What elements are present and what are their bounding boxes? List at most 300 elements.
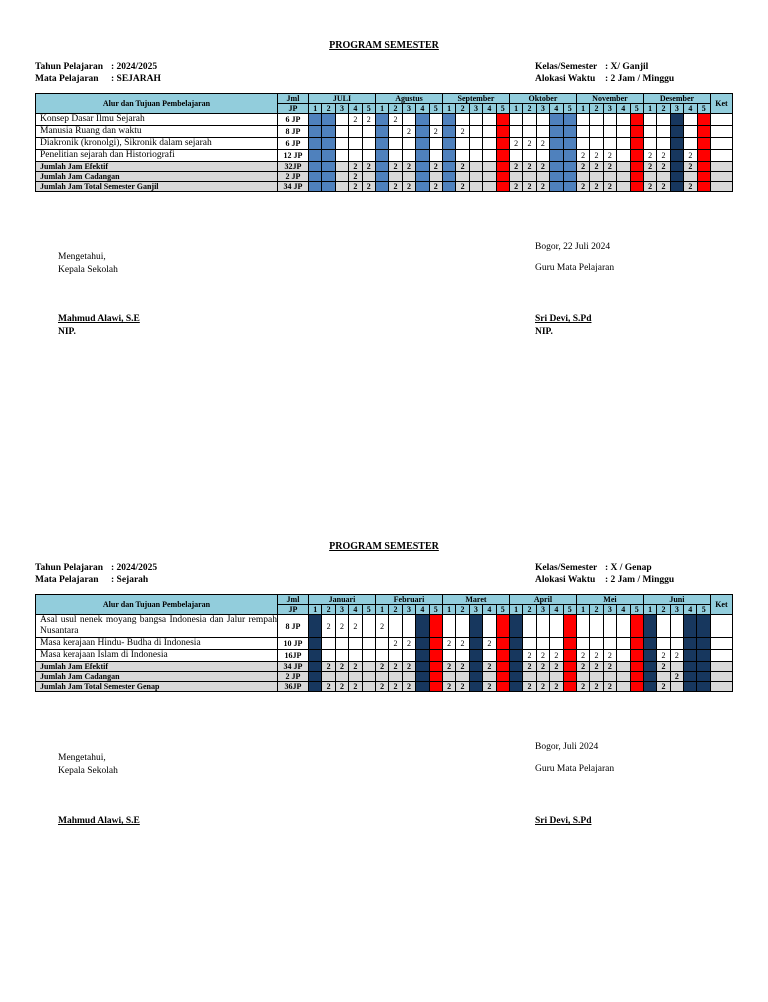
week-cell: 2 [456, 638, 469, 650]
meta-label: Mata Pelajaran [35, 575, 99, 585]
week-cell [309, 672, 322, 682]
week-cell: 2 [590, 162, 603, 172]
week-cell [617, 682, 630, 692]
week-cell: 2 [684, 150, 697, 162]
week-header: 4 [550, 104, 563, 114]
week-cell [576, 172, 589, 182]
week-header: 5 [496, 104, 509, 114]
week-header: 4 [550, 605, 563, 615]
week-cell [456, 138, 469, 150]
week-cell [603, 638, 616, 650]
week-cell [684, 615, 697, 638]
week-cell [483, 182, 496, 192]
week-cell [630, 672, 643, 682]
week-cell [576, 138, 589, 150]
week-cell: 2 [322, 615, 335, 638]
week-cell [563, 650, 576, 662]
week-cell [402, 615, 415, 638]
week-header: 5 [496, 605, 509, 615]
week-cell: 2 [442, 638, 455, 650]
week-cell [322, 638, 335, 650]
week-cell: 2 [657, 682, 670, 692]
week-cell [496, 182, 509, 192]
week-cell [469, 138, 482, 150]
month-header: Januari [309, 595, 376, 605]
week-cell [697, 150, 710, 162]
week-cell [429, 615, 442, 638]
week-cell [617, 172, 630, 182]
col-header-topic: Alur dan Tujuan Pembelajaran [36, 94, 278, 114]
week-header: 4 [349, 605, 362, 615]
week-header: 2 [456, 104, 469, 114]
week-cell [590, 615, 603, 638]
week-cell [362, 638, 375, 650]
jp-cell: 8 JP [278, 615, 309, 638]
week-header: 4 [617, 104, 630, 114]
week-cell [456, 650, 469, 662]
meta-label: Tahun Pelajaran [35, 563, 104, 573]
week-cell [697, 126, 710, 138]
week-cell [523, 638, 536, 650]
week-cell [536, 172, 549, 182]
week-cell: 2 [456, 126, 469, 138]
week-cell: 2 [402, 638, 415, 650]
month-header: September [442, 94, 509, 104]
week-cell: 2 [389, 682, 402, 692]
topic-cell: Jumlah Jam Cadangan [36, 672, 278, 682]
week-cell [563, 182, 576, 192]
summary-row [36, 182, 733, 192]
week-cell [335, 162, 348, 172]
week-cell [603, 126, 616, 138]
week-cell [483, 172, 496, 182]
week-cell [536, 638, 549, 650]
week-cell: 2 [362, 162, 375, 172]
week-cell [670, 182, 683, 192]
week-cell: 2 [536, 682, 549, 692]
week-cell [697, 682, 710, 692]
week-cell [496, 615, 509, 638]
week-header: 2 [523, 605, 536, 615]
week-cell [429, 138, 442, 150]
week-header: 3 [335, 104, 348, 114]
week-cell: 2 [670, 672, 683, 682]
week-cell [697, 650, 710, 662]
schedule-table [35, 93, 733, 192]
week-cell [483, 138, 496, 150]
week-cell [630, 650, 643, 662]
week-cell [309, 150, 322, 162]
week-cell [362, 615, 375, 638]
week-header: 2 [657, 605, 670, 615]
topic-cell: Konsep Dasar Ilmu Sejarah [36, 114, 278, 126]
week-cell [617, 672, 630, 682]
week-cell: 2 [456, 682, 469, 692]
week-cell [657, 638, 670, 650]
week-cell [509, 662, 522, 672]
week-cell [389, 672, 402, 682]
week-cell [375, 162, 388, 172]
week-cell [483, 150, 496, 162]
sign-line: Mengetahui, [58, 753, 106, 763]
week-cell [322, 672, 335, 682]
week-cell [617, 662, 630, 672]
week-cell [429, 638, 442, 650]
week-cell [576, 126, 589, 138]
week-cell [402, 672, 415, 682]
week-cell [362, 650, 375, 662]
col-header-topic: Alur dan Tujuan Pembelajaran [36, 595, 278, 615]
table-row [36, 114, 733, 126]
schedule-table [35, 594, 733, 692]
topic-cell: Jumlah Jam Efektif [36, 662, 278, 672]
week-cell [469, 615, 482, 638]
week-header: 2 [389, 605, 402, 615]
week-cell [442, 126, 455, 138]
week-header: 1 [509, 605, 522, 615]
week-cell [509, 172, 522, 182]
week-cell: 2 [509, 138, 522, 150]
week-cell [684, 126, 697, 138]
week-header: 2 [322, 605, 335, 615]
week-cell: 2 [576, 150, 589, 162]
table-row [36, 138, 733, 150]
week-cell [429, 682, 442, 692]
week-cell [309, 138, 322, 150]
week-cell [349, 672, 362, 682]
month-header: Mei [576, 595, 643, 605]
week-cell [309, 615, 322, 638]
week-cell [563, 114, 576, 126]
week-cell [670, 150, 683, 162]
week-cell [697, 638, 710, 650]
jp-cell: 8 JP [278, 126, 309, 138]
week-cell [697, 182, 710, 192]
week-cell [550, 126, 563, 138]
week-cell [684, 662, 697, 672]
week-cell [630, 162, 643, 172]
week-cell [309, 126, 322, 138]
week-header: 1 [643, 605, 656, 615]
week-header: 5 [362, 605, 375, 615]
week-cell: 2 [670, 650, 683, 662]
week-cell: 2 [362, 114, 375, 126]
week-cell [375, 638, 388, 650]
week-cell [657, 126, 670, 138]
week-cell [617, 150, 630, 162]
week-cell: 2 [536, 182, 549, 192]
week-cell [496, 662, 509, 672]
week-cell [416, 114, 429, 126]
week-cell [550, 182, 563, 192]
week-cell [456, 172, 469, 182]
week-cell [375, 114, 388, 126]
week-cell: 2 [322, 682, 335, 692]
week-cell [375, 150, 388, 162]
week-cell [617, 650, 630, 662]
week-cell: 2 [657, 182, 670, 192]
week-cell: 2 [483, 662, 496, 672]
week-cell [335, 672, 348, 682]
week-cell: 2 [576, 182, 589, 192]
week-cell: 2 [590, 662, 603, 672]
week-header: 2 [322, 104, 335, 114]
week-cell [657, 138, 670, 150]
week-header: 5 [563, 104, 576, 114]
week-cell [643, 682, 656, 692]
week-cell [309, 650, 322, 662]
summary-row [36, 162, 733, 172]
week-cell [416, 650, 429, 662]
ket-cell [710, 650, 732, 662]
week-cell [402, 650, 415, 662]
month-header: JULI [309, 94, 376, 104]
week-cell [590, 638, 603, 650]
week-header: 1 [442, 104, 455, 114]
week-cell [483, 615, 496, 638]
week-cell [630, 638, 643, 650]
week-header: 1 [576, 605, 589, 615]
month-header: Oktober [509, 94, 576, 104]
week-cell: 2 [442, 682, 455, 692]
week-cell [375, 672, 388, 682]
signatory-name: Mahmud Alawi, S.E [58, 314, 140, 324]
week-cell [309, 182, 322, 192]
table-row [36, 638, 733, 650]
week-cell [630, 138, 643, 150]
col-header-ket: Ket [710, 94, 732, 114]
week-cell [697, 615, 710, 638]
week-cell [657, 172, 670, 182]
week-cell [523, 114, 536, 126]
week-header: 2 [523, 104, 536, 114]
col-header-jml: Jml [278, 94, 309, 104]
right-signatory [535, 815, 591, 828]
month-header: Maret [442, 595, 509, 605]
week-cell [643, 138, 656, 150]
col-header-jp: JP [278, 605, 309, 615]
week-header: 4 [483, 104, 496, 114]
week-cell [684, 672, 697, 682]
week-cell [670, 114, 683, 126]
week-cell [442, 138, 455, 150]
week-cell: 2 [576, 662, 589, 672]
week-header: 1 [643, 104, 656, 114]
week-header: 1 [375, 605, 388, 615]
week-cell [617, 126, 630, 138]
week-cell [469, 682, 482, 692]
sign-line: Mengetahui, [58, 252, 106, 262]
week-cell [496, 150, 509, 162]
ket-cell [710, 172, 732, 182]
topic-cell: Jumlah Jam Total Semester Genap [36, 682, 278, 692]
week-cell: 2 [429, 126, 442, 138]
week-cell [375, 172, 388, 182]
week-cell [362, 662, 375, 672]
week-header: 3 [603, 104, 616, 114]
week-cell [416, 150, 429, 162]
week-header: 3 [603, 605, 616, 615]
week-cell [684, 638, 697, 650]
week-cell [509, 638, 522, 650]
week-cell [335, 182, 348, 192]
week-cell [335, 638, 348, 650]
meta-label: Alokasi Waktu [535, 575, 596, 585]
week-cell: 2 [603, 662, 616, 672]
week-cell [643, 114, 656, 126]
week-cell [603, 138, 616, 150]
week-cell [416, 615, 429, 638]
week-cell [603, 114, 616, 126]
topic-cell: Masa kerajaan Islam di Indonesia [36, 650, 278, 662]
week-cell: 2 [590, 650, 603, 662]
left-meta [35, 61, 161, 85]
week-cell [550, 162, 563, 172]
week-cell [684, 172, 697, 182]
week-cell [643, 615, 656, 638]
ket-cell [710, 682, 732, 692]
week-cell [630, 172, 643, 182]
week-cell: 2 [643, 182, 656, 192]
week-cell [469, 162, 482, 172]
week-cell [576, 638, 589, 650]
week-cell [590, 138, 603, 150]
week-cell [496, 672, 509, 682]
meta-value: : 2 Jam / Minggu [605, 74, 675, 84]
month-header: Juni [643, 595, 710, 605]
week-cell [617, 182, 630, 192]
week-cell: 2 [429, 162, 442, 172]
month-header: Februari [375, 595, 442, 605]
week-cell [523, 172, 536, 182]
week-cell: 2 [335, 615, 348, 638]
week-cell: 2 [550, 662, 563, 672]
left-signatory [58, 313, 140, 339]
week-cell [322, 126, 335, 138]
topic-cell: Penelitian sejarah dan Historiografi [36, 150, 278, 162]
table-row [36, 126, 733, 138]
week-cell [469, 662, 482, 672]
week-header: 5 [630, 605, 643, 615]
right-signatory [535, 313, 591, 339]
ket-cell [710, 182, 732, 192]
week-cell: 2 [349, 662, 362, 672]
week-header: 3 [536, 605, 549, 615]
week-cell [697, 162, 710, 172]
week-cell [617, 162, 630, 172]
meta-label: Tahun Pelajaran [35, 62, 104, 72]
week-cell [416, 162, 429, 172]
ket-cell [710, 672, 732, 682]
week-cell [670, 662, 683, 672]
left-signatory [58, 815, 140, 828]
meta-value: : X / Genap [605, 563, 652, 573]
week-cell [523, 615, 536, 638]
week-header: 1 [375, 104, 388, 114]
week-cell: 2 [523, 162, 536, 172]
week-header: 4 [416, 605, 429, 615]
week-cell: 2 [375, 662, 388, 672]
week-cell: 2 [349, 682, 362, 692]
table-row [36, 150, 733, 162]
week-cell [469, 650, 482, 662]
meta-label: Kelas/Semester [535, 62, 598, 72]
week-cell [442, 162, 455, 172]
week-cell [402, 172, 415, 182]
week-cell [309, 662, 322, 672]
week-cell: 2 [349, 114, 362, 126]
jp-cell: 10 JP [278, 638, 309, 650]
meta-label: Alokasi Waktu [535, 74, 596, 84]
week-cell [670, 638, 683, 650]
week-cell [362, 138, 375, 150]
meta-value: : SEJARAH [111, 74, 161, 84]
week-cell [590, 172, 603, 182]
week-cell [550, 615, 563, 638]
week-cell [375, 126, 388, 138]
week-cell [483, 126, 496, 138]
week-cell: 2 [389, 662, 402, 672]
week-cell: 2 [657, 150, 670, 162]
week-cell [402, 138, 415, 150]
week-cell [590, 672, 603, 682]
week-cell [523, 150, 536, 162]
topic-cell: Masa kerajaan Hindu- Budha di Indonesia [36, 638, 278, 650]
meta-value: : 2024/2025 [111, 62, 158, 72]
week-cell: 2 [657, 162, 670, 172]
week-cell [456, 672, 469, 682]
week-cell [630, 615, 643, 638]
ket-cell [710, 662, 732, 672]
week-cell [335, 650, 348, 662]
week-cell [670, 162, 683, 172]
week-cell [617, 615, 630, 638]
week-cell [389, 650, 402, 662]
week-cell [536, 672, 549, 682]
signatory-name: Mahmud Alawi, S.E [58, 816, 140, 826]
week-cell [402, 114, 415, 126]
week-cell [643, 672, 656, 682]
week-header: 5 [429, 104, 442, 114]
week-cell [322, 138, 335, 150]
week-cell [657, 672, 670, 682]
week-cell: 2 [349, 615, 362, 638]
week-cell [630, 182, 643, 192]
jp-cell: 34 JP [278, 182, 309, 192]
week-cell: 2 [349, 172, 362, 182]
week-cell: 2 [483, 682, 496, 692]
week-cell [469, 182, 482, 192]
month-header: Agustus [375, 94, 442, 104]
week-header: 2 [389, 104, 402, 114]
week-cell [697, 672, 710, 682]
meta-value: : 2 Jam / Minggu [605, 575, 675, 585]
week-cell [630, 150, 643, 162]
meta-value: : 2024/2025 [111, 563, 158, 573]
week-header: 3 [536, 104, 549, 114]
week-cell [429, 672, 442, 682]
table-row [36, 615, 733, 638]
week-cell [362, 150, 375, 162]
week-cell [617, 138, 630, 150]
week-cell [389, 126, 402, 138]
week-header: 1 [309, 605, 322, 615]
week-cell [349, 138, 362, 150]
right-meta [535, 562, 674, 586]
week-cell: 2 [523, 662, 536, 672]
week-cell: 2 [456, 162, 469, 172]
week-cell [349, 650, 362, 662]
